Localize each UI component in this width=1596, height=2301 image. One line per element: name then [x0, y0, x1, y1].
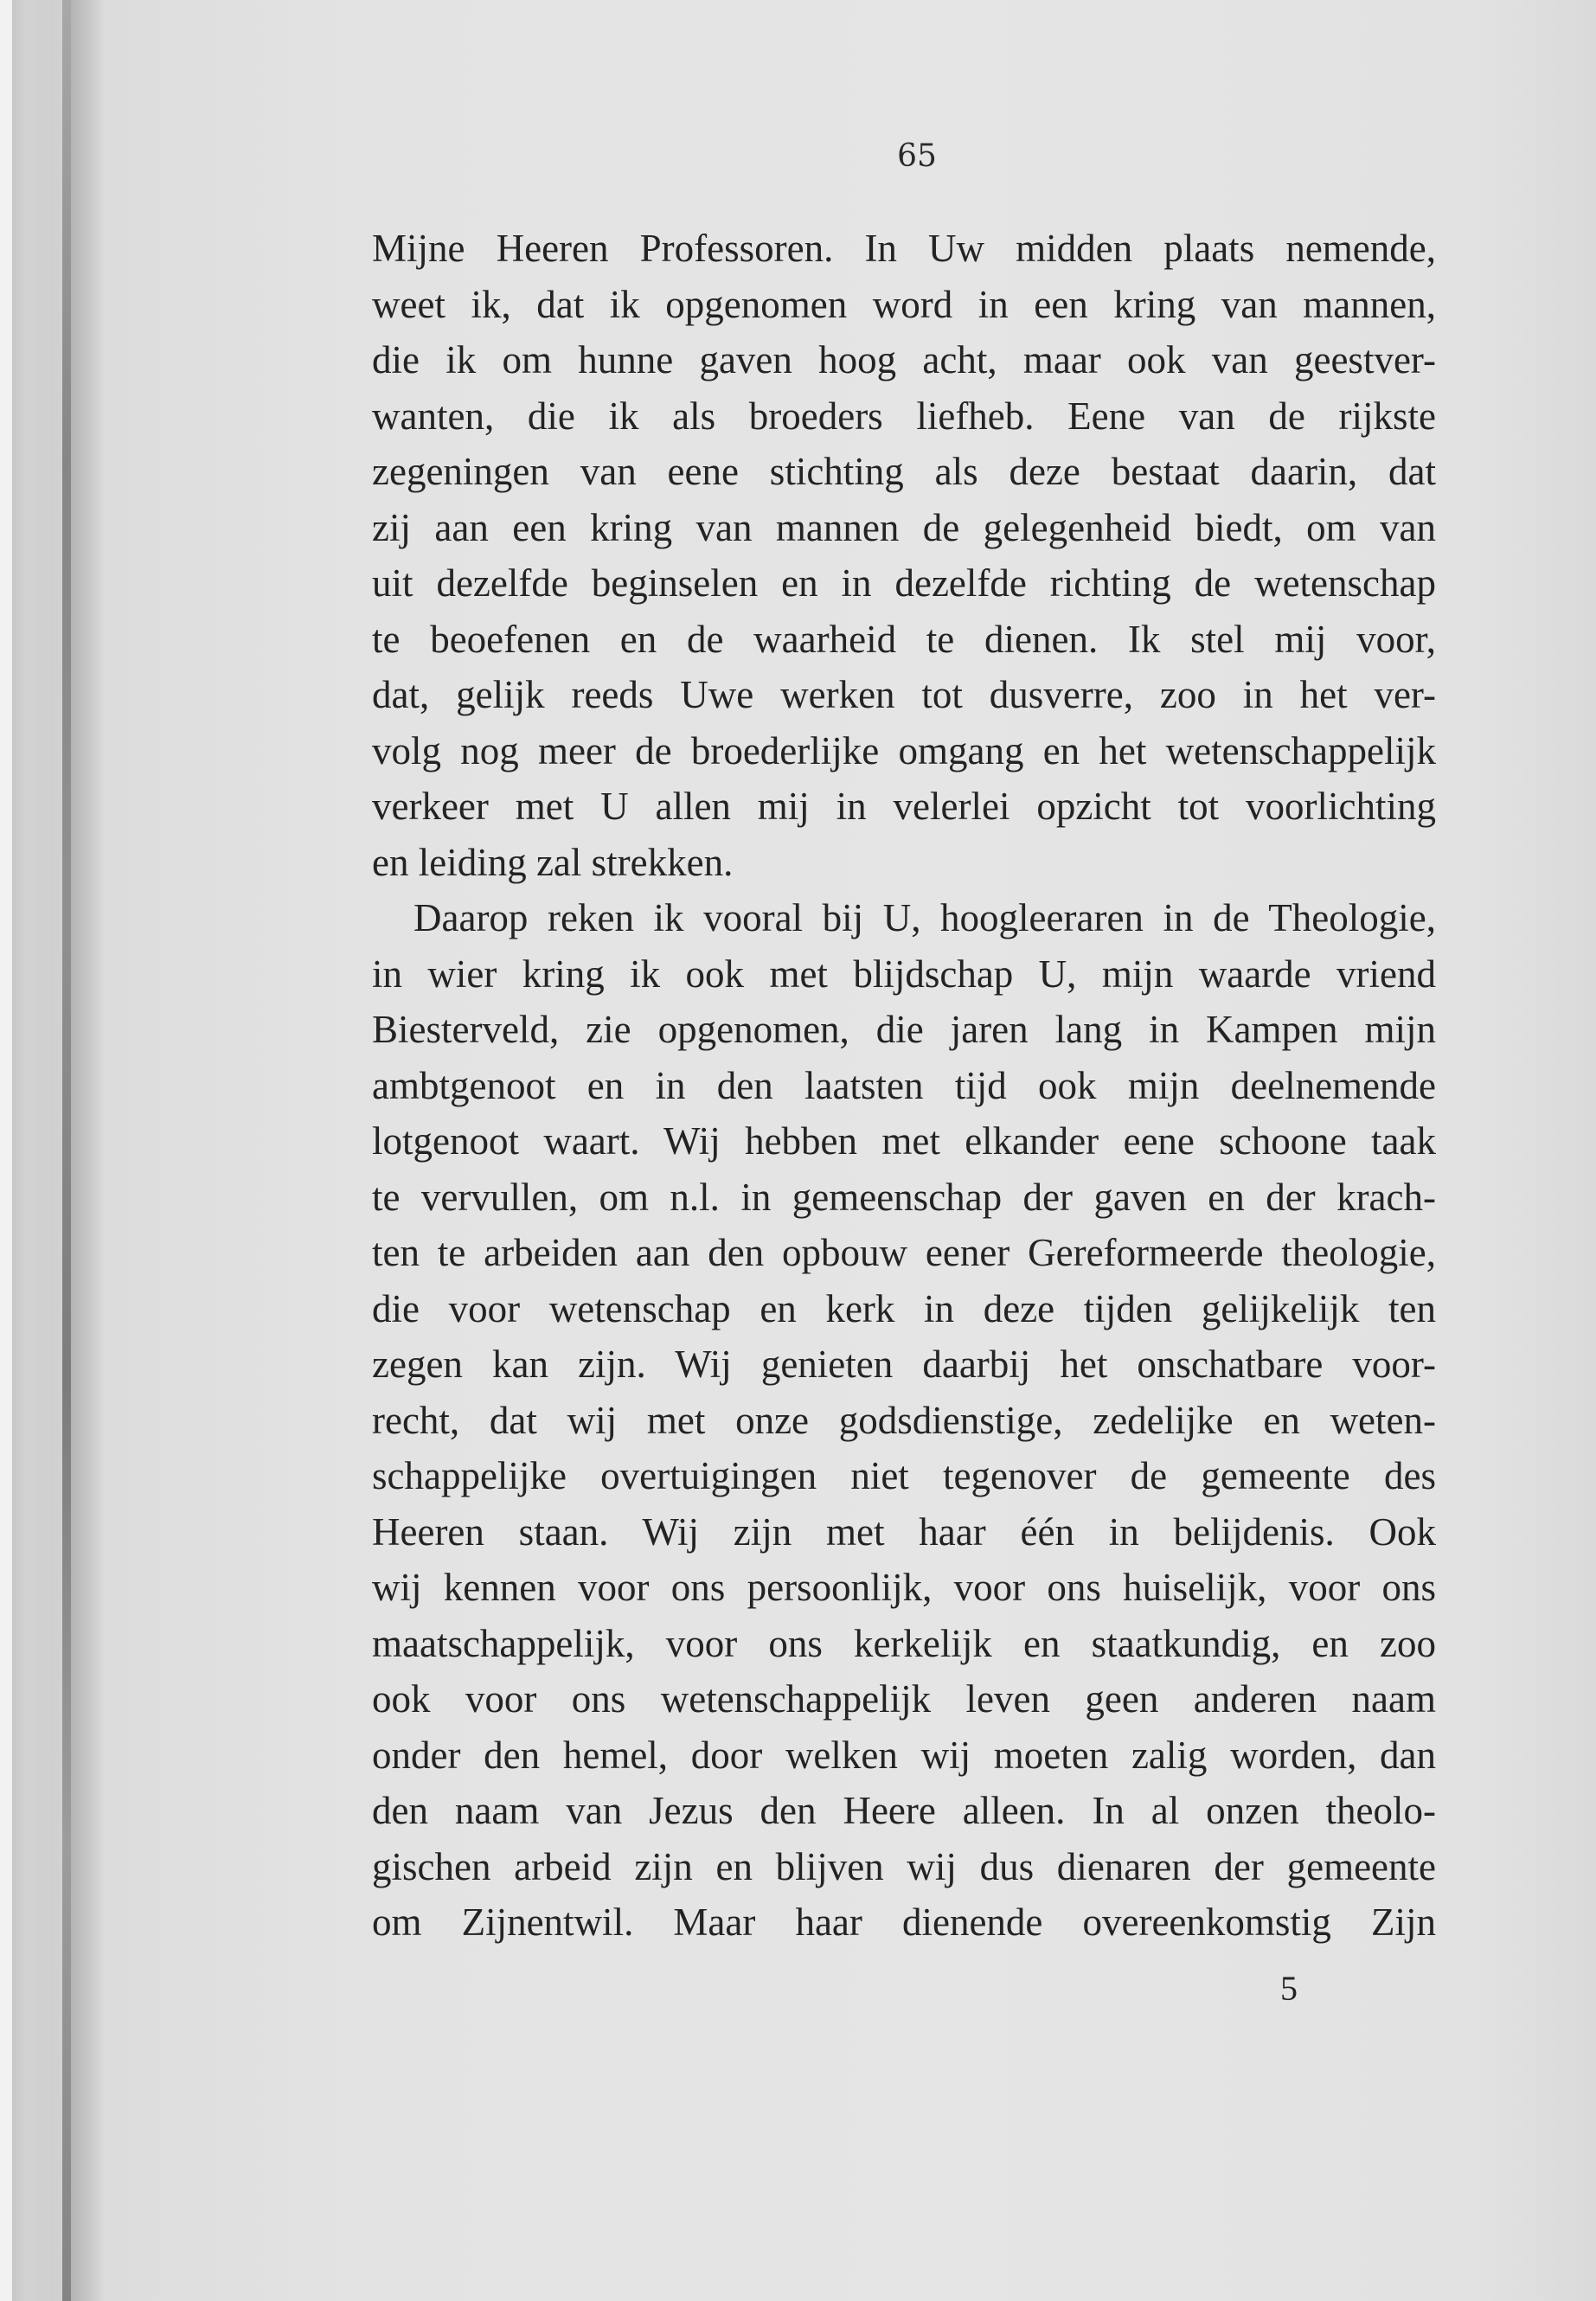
paragraph-1	[372, 221, 1436, 890]
text-line: uit dezelfde beginselen en in dezelfde richting de wetenschap	[372, 561, 1436, 605]
text-line: weet ik, dat ik opgenomen word in een kring van mannen,	[372, 282, 1436, 326]
text-line: om Zijnentwil. Maar haar dienende overeenkomstig Zijn	[372, 1900, 1436, 1944]
text-line: te beoefenen en de waarheid te dienen. Ik stel mij voor,	[372, 617, 1436, 661]
text-line: Heeren staan. Wij zijn met haar één in belijdenis. Ook	[372, 1509, 1436, 1554]
page-number: 65	[897, 138, 937, 174]
text-line: ten te arbeiden aan den opbouw eener Gereformeerde theologie,	[372, 1231, 1436, 1274]
body-text	[372, 221, 1436, 1951]
text-line: Daarop reken ik vooral bij U, hoogleeraren in de Theologie,	[413, 896, 1436, 939]
text-line: te vervullen, om n.l. in gemeenschap der gaven en der krach-	[372, 1175, 1436, 1219]
paragraph-2	[372, 890, 1436, 1951]
text-line: die ik om hunne gaven hoog acht, maar ook van geestver-	[372, 338, 1436, 381]
text-line: ook voor ons wetenschappelijk leven geen anderen naam	[372, 1677, 1436, 1721]
text-line: zegen kan zijn. Wij genieten daarbij het onschatbare voor-	[372, 1343, 1436, 1386]
binding-shadow	[71, 0, 106, 2301]
text-line: in wier kring ik ook met blijdschap U, mijn waarde vriend	[372, 952, 1436, 996]
signature-mark: 5	[1280, 1969, 1298, 2008]
text-line: die voor wetenschap en kerk in deze tijden gelijkelijk ten	[372, 1286, 1436, 1330]
text-line: wij kennen voor ons persoonlijk, voor ons huiselijk, voor ons	[372, 1566, 1436, 1609]
text-line: zegeningen van eene stichting als deze bestaat daarin, dat	[372, 450, 1436, 493]
text-line: Mijne Heeren Professoren. In Uw midden plaats nemende,	[372, 227, 1436, 270]
text-line: schappelijke overtuigingen niet tegenover de gemeente des	[372, 1454, 1436, 1497]
text-line: zij aan een kring van mannen de gelegenheid biedt, om van	[372, 505, 1436, 549]
text-line: verkeer met U allen mij in velerlei opzicht tot voorlichting	[372, 785, 1436, 828]
text-line: maatschappelijk, voor ons kerkelijk en staatkundig, en zoo	[372, 1621, 1436, 1665]
text-line: volg nog meer de broederlijke omgang en het wetenschappelijk	[372, 728, 1436, 772]
text-line: dat, gelijk reeds Uwe werken tot dusverre, zoo in het ver-	[372, 673, 1436, 716]
text-line: gischen arbeid zijn en blijven wij dus dienaren der gemeente	[372, 1844, 1436, 1888]
text-line: Biesterveld, zie opgenomen, die jaren lang in Kampen mijn	[372, 1008, 1436, 1051]
text-line: ambtgenoot en in den laatsten tijd ook mijn deelnemende	[372, 1063, 1436, 1107]
text-line: wanten, die ik als broeders liefheb. Eene van de rijkste	[372, 394, 1436, 438]
text-line: den naam van Jezus den Heere alleen. In al onzen theolo-	[372, 1789, 1436, 1832]
text-line: onder den hemel, door welken wij moeten zalig worden, dan	[372, 1733, 1436, 1777]
text-line: en leiding zal strekken.	[372, 840, 734, 884]
text-line: recht, dat wij met onze godsdienstige, zedelijke en weten-	[372, 1398, 1436, 1442]
text-line: lotgenoot waart. Wij hebben met elkander eene schoone taak	[372, 1119, 1436, 1163]
page-gutter	[0, 0, 12, 2301]
book-binding	[62, 0, 71, 2301]
